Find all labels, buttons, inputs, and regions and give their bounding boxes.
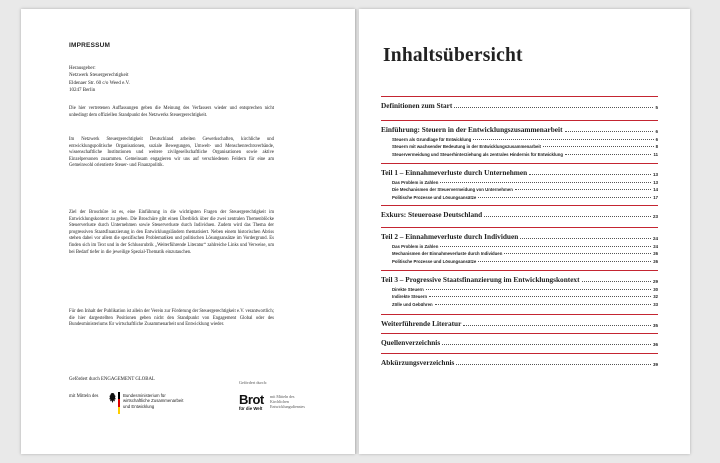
leader-dots (484, 216, 651, 217)
leader-dots (426, 289, 651, 290)
toc-subentry-page: 17 (653, 194, 658, 200)
toc-entry[interactable] (381, 275, 658, 284)
toc-subentry-title: Politische Prozesse und Lösungsansätze (392, 194, 477, 200)
toc-subentry-title: Steuervermeidung und Steuerhinterziehung als zentrales Hindernis für Entwicklung (392, 151, 563, 157)
leader-dots (478, 197, 651, 198)
leader-dots (543, 146, 654, 147)
toc-entry-title: Abkürzungsverzeichnis (381, 358, 455, 367)
toc-section (381, 314, 658, 328)
bmz-name (123, 393, 233, 409)
toc-page-number: 23 (652, 214, 658, 219)
leader-dots (582, 281, 651, 282)
toc-subentry[interactable] (381, 187, 658, 192)
toc-section (381, 333, 658, 347)
leader-dots (440, 246, 651, 247)
leader-dots (504, 253, 651, 254)
toc-subentry-page: 26 (653, 251, 658, 257)
toc-subentry-title: Die Mechanismen der Steuervermeidung von Unternehmen (392, 187, 513, 193)
flag-bar (118, 392, 120, 414)
toc-entry-title: Definitionen zum Start (381, 101, 453, 110)
toc-subentry-page: 8 (655, 144, 658, 150)
toc-subentry-title: Direkte Steuern (392, 286, 424, 292)
toc-subentry-title: Steuern als Grundlage für Entwicklung (392, 136, 472, 142)
brot-fuer-die-welt-logo: Brot (239, 392, 264, 407)
toc-subentry-title: Das Problem in Zahlen (392, 243, 439, 249)
toc-section (381, 205, 658, 219)
toc-entry[interactable] (381, 101, 658, 110)
brot-funds-note (270, 394, 330, 409)
network-paragraph: Im Netzwerk Steuergerechtigkeit Deutschland arbeiten Gewerkschaften, kirchliche und entwicklungspolitische Organisationen, soziale Bewegungen, Umwelt- und Menschenrechtsverbände, wissenschaftliche Institutionen und weitere zivilgesellschaftliche Organisationen sowie aktive Einzelpersonen zusammen. Gemeinsam engagieren wir uns auf verschiedenen Feldern für eine am Gemeinwohl orientierte Steuer- und Finanzpolitik. (69, 137, 274, 169)
leader-dots (429, 296, 651, 297)
section-divider (381, 353, 658, 354)
leader-dots (473, 139, 653, 140)
federal-eagle-icon (109, 392, 116, 404)
toc-entry[interactable] (381, 319, 658, 328)
impressum-title: IMPRESSUM (69, 42, 111, 49)
bmz-line: wirtschaftliche Zusammenarbeit (123, 398, 184, 404)
toc-subentry[interactable] (381, 137, 658, 142)
leader-dots (454, 107, 653, 108)
toc-page-number: 24 (652, 236, 658, 241)
leader-dots (478, 261, 651, 262)
leader-dots (565, 154, 652, 155)
publisher-street: Eldenaer Str. 60 c/o Weed e.V. (69, 80, 130, 86)
toc-subentry-page: 26 (653, 258, 658, 264)
toc-page-number: 39 (652, 362, 658, 367)
toc-subentry-title: Mechanismen der Einnahmeverluste durch Individuen (392, 251, 503, 257)
toc-subentry[interactable] (381, 294, 658, 299)
bmz-logo (109, 392, 229, 414)
toc-subentry-page: 6 (655, 136, 658, 142)
toc-page-number: 29 (652, 279, 658, 284)
toc-section (381, 270, 658, 307)
toc-subentry-page: 32 (653, 294, 658, 300)
toc-subentry[interactable] (381, 152, 658, 157)
bmz-line: und Entwicklung (123, 403, 155, 409)
toc-entry[interactable] (381, 232, 658, 241)
leader-dots (520, 238, 651, 239)
toc-entry[interactable] (381, 338, 658, 347)
toc-section (381, 96, 658, 110)
toc-page-number: 5 (655, 105, 658, 110)
toc-subentry[interactable] (381, 180, 658, 185)
toc-subentry-page: 14 (653, 187, 658, 193)
right-page-toc (359, 9, 690, 454)
brot-note-line: mit Mitteln des (270, 394, 295, 399)
toc-title: Inhaltsübersicht (383, 45, 523, 66)
toc-entry-title: Quellenverzeichnis (381, 338, 441, 347)
leader-dots (435, 304, 652, 305)
left-page-impressum (21, 9, 355, 454)
section-divider (381, 314, 658, 315)
toc-subentry-page: 11 (653, 151, 658, 157)
leader-dots (565, 131, 654, 132)
toc-page-number: 36 (652, 342, 658, 347)
bmz-line: Bundesministerium für (123, 393, 166, 398)
section-divider (381, 163, 658, 164)
responsibility-paragraph: Für den Inhalt der Publikation ist allein der Verein zur Förderung der Steuergerechtigkeit e.V. verantwortlich; die hier dargestellten Positionen geben nicht den Standpunkt von Engagement Global oder des Bundesministeriums für wirtschaftliche Zusammenarbeit und Entwicklung wieder. (69, 309, 274, 328)
toc-subentry-page: 33 (653, 301, 658, 307)
toc-subentry-title: Politische Prozesse und Lösungsansätze (392, 258, 477, 264)
toc-subentry[interactable] (381, 302, 658, 307)
toc-subentry[interactable] (381, 244, 658, 249)
brot-note-line: Entwicklungsdienstes (270, 404, 305, 409)
toc-section (381, 227, 658, 264)
leader-dots (529, 174, 651, 175)
toc-subentry[interactable] (381, 251, 658, 256)
toc-subentry-title: Indirekte Steuern (392, 294, 428, 300)
toc-subentry[interactable] (381, 195, 658, 200)
brot-logo-subtitle: für die Welt (239, 406, 263, 411)
toc-subentry-title: Steuern mit wachsender Bedeutung in der Entwicklungszusammenarbeit (392, 144, 541, 150)
toc-subentry[interactable] (381, 287, 658, 292)
section-divider (381, 96, 658, 97)
toc-entry[interactable] (381, 210, 658, 219)
publisher-city: 10247 Berlin (69, 88, 96, 94)
disclaimer-paragraph: Die hier vertretenen Auffassungen geben die Meinung des Verfassers wieder und entsprechen nicht unbedingt dem offiziellen Standpunkt des Netzwerks Steuergerechtigkeit. (69, 106, 274, 118)
section-divider (381, 333, 658, 334)
funded-by-line: Gefördert durch ENGAGEMENT GLOBAL (69, 377, 155, 382)
toc-page-number: 35 (652, 323, 658, 328)
toc-entry-title: Einführung: Steuern in der Entwicklungszusammenarbeit (381, 125, 563, 134)
section-divider (381, 120, 658, 121)
leader-dots (442, 344, 651, 345)
toc-entry-title: Exkurs: Steueroase Deutschland (381, 210, 483, 219)
leader-dots (440, 182, 651, 183)
toc-section (381, 163, 658, 200)
toc-page-number: 6 (655, 129, 658, 134)
toc-entry-title: Teil 2 – Einnahmeverluste durch Individuen (381, 232, 519, 241)
toc-page-number: 13 (652, 172, 658, 177)
publisher-name: Netzwerk Steuergerechtigkeit (69, 73, 129, 79)
brot-note-line: Kirchlichen (270, 399, 289, 404)
section-divider (381, 270, 658, 271)
funded-by-label: Gefördert durch: (239, 380, 268, 385)
toc-entry-title: Weiterführende Literatur (381, 319, 462, 328)
toc-entry[interactable] (381, 125, 658, 134)
publisher-block (69, 65, 279, 95)
toc-entry-title: Teil 1 – Einnahmeverluste durch Unternehmen (381, 168, 528, 177)
leader-dots (463, 325, 651, 326)
toc-subentry-page: 13 (653, 179, 658, 185)
toc-subentry[interactable] (381, 144, 658, 149)
publisher-label: Herausgeber: (69, 66, 96, 71)
toc-entry[interactable] (381, 358, 658, 367)
leader-dots (456, 364, 651, 365)
leader-dots (515, 189, 651, 190)
section-divider (381, 205, 658, 206)
section-divider (381, 227, 658, 228)
funds-label: mit Mitteln des (69, 394, 99, 399)
toc-subentry[interactable] (381, 259, 658, 264)
toc-subentry-title: Zölle und Gebühren (392, 301, 433, 307)
toc-subentry-page: 24 (653, 243, 658, 249)
aim-paragraph: Ziel der Broschüre ist es, eine Einführung in die wichtigsten Fragen der Steuergerechtigkeit im Entwicklungskontext zu geben. Die Broschüre gibt einen Überblick über die zwei zentralen Themenblöcke Steuerverluste durch Unternehmen sowie Steuerverluste durch Individuen. Zudem wird das Thema der progressiven Staatsfinanzierung in den Entwicklungsländern thematisiert. Neben einem historischen Abriss stehen dabei vor allem die spezifischen Problematiken und politischen Lösungsansätze im Vordergrund. Es finden sich im Text und in der Schlussrubrik „Weiterführende Literatur“ zahlreiche Links und Verweise, um bei Bedarf tiefer in die jeweilige Spezial-Thematik einzutauchen. (69, 210, 274, 255)
toc-subentry-page: 30 (653, 286, 658, 292)
toc-subentry-title: Das Problem in Zahlen (392, 179, 439, 185)
toc-section (381, 120, 658, 157)
toc-entry-title: Teil 3 – Progressive Staatsfinanzierung im Entwicklungskontext (381, 275, 580, 284)
toc-entry[interactable] (381, 168, 658, 177)
toc-section (381, 353, 658, 367)
